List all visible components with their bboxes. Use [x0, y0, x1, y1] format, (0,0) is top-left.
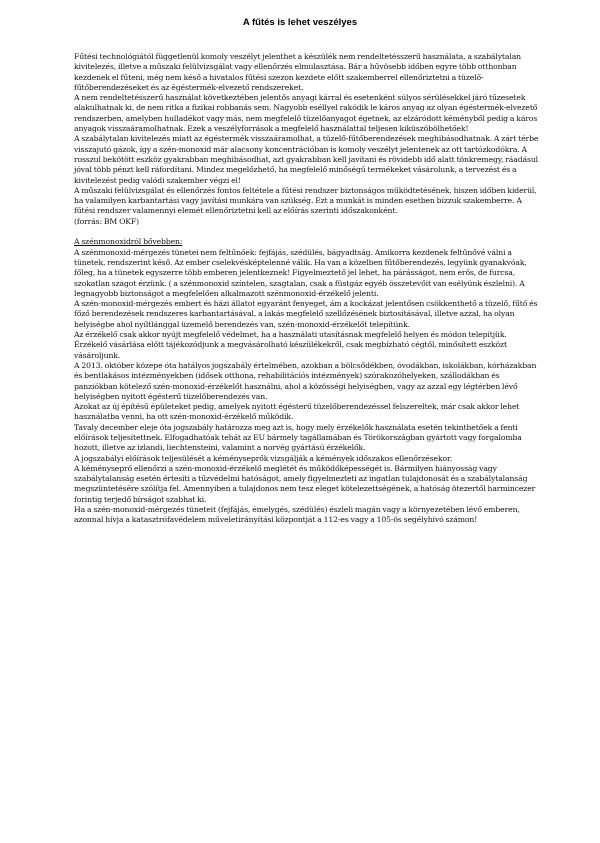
paragraph: Az érzékelő csak akkor nyújt megfelelő védelmet, ha a használati utasításnak megfelelő helyen és módon telepítjük. Érzékelő vásárlása előtt tájékozódjunk a megvásárolható készülékekről, csak megbízható cégtől, minősített eszközt vásároljunk.: [74, 330, 507, 360]
document-title: A fűtés is lehet veszélyes: [242, 17, 358, 28]
paragraph: A 2013. október közepe óta hatályos jogszabály értelmében, azokban a bölcsődékben, óvodákban, iskolákban, kórházakban és bentlakásos intézményekben (idősek otthona, rehabilitációs intézmények) szórakozóhelyeken, szállodákban és panziókban kötelező szén-monoxid-érzékelőt használni, ahol a közösségi helyiségben, vagy az azzal egy légtérben lévő helyiségben nyitott égésterű tüzelőberendezés van.: [74, 360, 537, 401]
paragraph: A szénmonoxid-mérgezés tünetei nem feltűnőek: fejfájás, szédülés, bágyadtság. Amikorra kezdenek feltűnővé válni a tünetek, rendszerint késő. Az ember cselekvésképtelenné válik. Ha van a közelben fűtőberendezés, legyünk gyanakvóak, főleg, ha a tünetek egyszerre több emberen jelentkeznek! Figyelmeztető jel lehet, ha párásságot, nem erős, de furcsa, szokatlan szagot érzünk. ( a szénmonoxid színtelen, szagtalan, csak a füstgáz egyéb összetevőit van esélyünk észlelni). A legnagyobb biztonságot a megfelelően alkalmazott szénmonoxid-érzékelő jelenti.: [74, 247, 527, 298]
paragraph: A szabálytalan kivitelezés miatt az égéstermék visszaáramolhat, a tüzelő-fűtőberendezések meghibásodhatnak. A zárt térbe visszajutó gázok, így a szén-monoxid már alacsony koncentrációban is komoly veszélyt jelentenek az ott tartózkodókra. A rosszul bekötött eszköz gyakrabban meghibásodhat, azt gyakrabban kell javítani és rövidebb idő alatt tönkremegy, ráadásul jóval több pénzt kell ráfordítani. Mindez megelőzhető, ha megfelelő minőségű termékeket vásárolunk, a tervezést és a kivitelezést pedig valódi szakember végzi el!: [74, 134, 539, 185]
paragraph: A nem rendeltetésszerű használat következtében jelentős anyagi kárral és esetenként súlyos sérülésekkel járó tűzesetek alakulhatnak ki, de nem ritka a fizikai robbanás sem. Nagyobb eséllyel rakódik le káros anyag az olyan égéstermék-elvezető rendszerben, amelyben hulladékot vagy más, nem megfelelő tüzelőanyagot égetnek, az elzáródott kéményből pedig a káros anyagok visszaáramolhatnak. Ezek a veszélyforrások a megfelelő használattal teljesen kiküszöbölhetőek!: [74, 93, 538, 134]
paragraph: Fűtési technológiától függetlenül komoly veszélyt jelenthet a készülék nem rendeltetésszerű használata, a szabálytalan kivitelezés, illetve a műszaki felülvizsgálat vagy ellenőrzés elmulasztása. Bár a hűvösebb időben egyre több otthonban kezdenek el fűteni, még nem késő a hivatalos fűtési szezon kezdete előtt szakemberrel ellenőriztetni a tüzelő-fűtőberendezéseket és az égéstermék-elvezető rendszereket.: [74, 52, 521, 92]
source-note: (forrás: BM OKF): [74, 216, 140, 226]
section-spacer: [74, 227, 540, 237]
paragraph: A szén-monoxid-mérgezés embert és házi állatot egyaránt fenyeget, ám a kockázat jelentősen csökkenthető a tüzelő, fűtő és főző berendezések rendszeres karbantartásával, a lakás megfelelő szellőzésének biztosításával, illetve azzal, ha olyan helyiségbe ahol nyíltlánggal üzemelő berendezés van, szén-monoxid-érzékelőt telepítünk.: [74, 299, 538, 329]
paragraph: A jogszabályi előírások teljesülését a kéményseprők vizsgálják a kémények időszakos ellenőrzésekor.: [74, 453, 453, 463]
document-body: [74, 52, 540, 526]
paragraph: Ha a szén-monoxid-mérgezés tüneteit (fejfájás, émelygés, szédülés) észleli magán vagy a környezetében lévő emberen, azonnal hívja a katasztrófavédelem műveletirányítási központját a 112-es vagy a 105-ös segélyhívó számon!: [74, 505, 520, 525]
section-heading: A szénmonoxidról bővebben:: [74, 237, 183, 247]
paragraph: A kéményseprő ellenőrzi a szén-monoxid-érzékelő meglétét és működőképességét is. Bármilyen hiányosság vagy szabálytalanság esetén értesíti a tűzvédelmi hatóságot, amely figyelmezteti az ingatlan tulajdonosát és a szabálytalanság megszüntetésére szólítja fel. Amennyiben a tulajdonos nem tesz eleget kötelezettségének, a hatóság ötezertől harmincezer forintig terjedő bírságot szabhat ki.: [74, 463, 536, 504]
paragraph: A műszaki felülvizsgálat és ellenőrzés fontos feltétele a fűtési rendszer biztonságos működtetésének, hiszen időben kiderül, ha valamilyen karbantartási vagy javítási munkára van szükség. Ezt a munkát is minden esetben bízzuk szakemberre. A fűtési rendszer valamennyi elemét ellenőriztetni kell az előírás szerinti időszakonként.: [74, 185, 537, 216]
paragraph: Azokat az új építésű épületeket pedig, amelyek nyitott égésterű tüzelőberendezéssel felszereltek, már csak akkor lehet használatba venni, ha ott szén-monoxid-érzékelő működik.: [74, 402, 520, 422]
paragraph: Tavaly december eleje óta jogszabály határozza meg azt is, hogy mely érzékelők használata esetén tekinthetőek a fenti előírások teljesítettnek. Elfogadhatóak tehát az EU bármely tagállamában és Törökországban gyártott vagy forgalomba hozott, illetve az izlandi, liechtensteini, valamint a norvég gyártású érzékelők.: [74, 422, 522, 453]
